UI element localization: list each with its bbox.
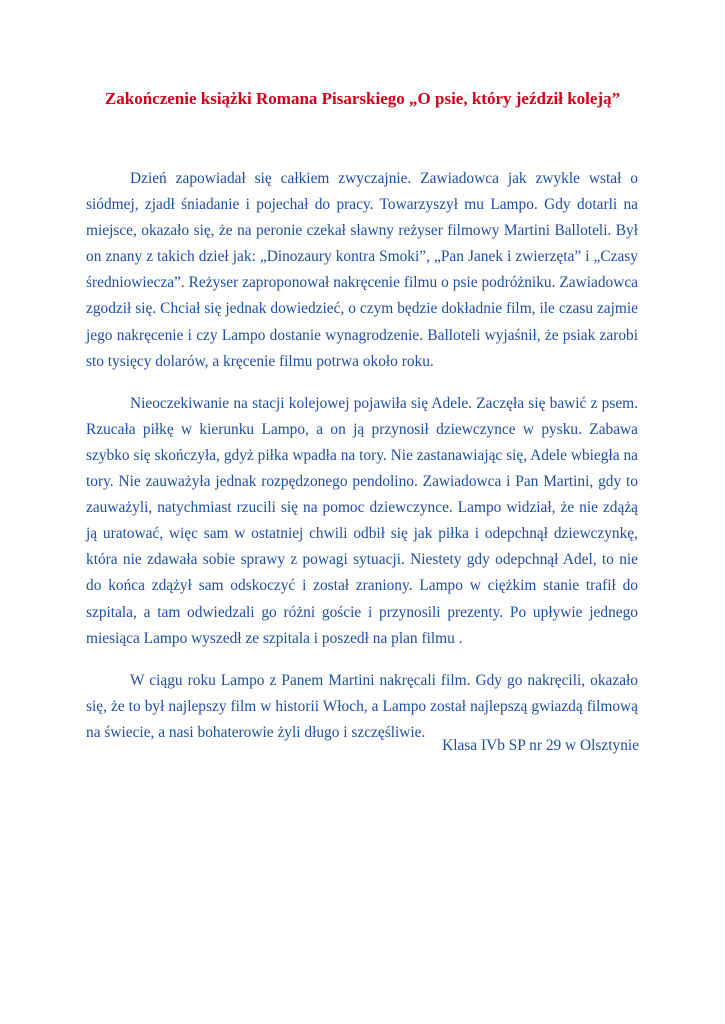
document-title: Zakończenie książki Romana Pisarskiego „O psie, który jeździł koleją”	[104, 89, 621, 108]
paragraph-1: Dzień zapowiadał się całkiem zwyczajnie. Zawiadowca jak zwykle wstał o siódmej, zjadł śniadanie i pojechał do pracy. Towarzyszył mu Lampo. Gdy dotarli na miejsce, okazało się, że na peronie czekał sławny reżyser filmowy Martini Balloteli. Był on znany z takich dzieł jak: „Dinozaury kontra Smoki”, „Pan Janek i zwierzęta” i „Czasy średniowiecza”. Reżyser zaproponował nakręcenie filmu o psie podróżniku. Zawiadowca zgodził się. Chciał się jednak dowiedzieć, o czym będzie dokładnie film, ile czasu zajmie jego nakręcenie i czy Lampo dostanie wynagrodzenie. Balloteli wyjaśnił, że psiak zarobi sto tysięcy dolarów, a kręcenie filmu potrwa około roku.	[86, 170, 638, 370]
document-body	[86, 166, 638, 762]
paragraph-2: Nieoczekiwanie na stacji kolejowej pojawiła się Adele. Zaczęła się bawić z psem. Rzucała piłkę w kierunku Lampo, a on ją przynosił dziewczynce w pysku. Zabawa szybko się skończyła, gdyż piłka wpadła na tory. Nie zastanawiając się, Adele wbiegła na tory. Nie zauważyła jednak rozpędzonego pendolino. Zawiadowca i Pan Martini, gdy to zauważyli, natychmiast rzucili się na pomoc dziewczynce. Lampo widział, że nie zdążą ją uratować, więc sam w ostatniej chwili odbił się jak piłka i odepchnął dziewczynkę, która nie zdawała sobie sprawy z powagi sytuacji. Niestety gdy odepchnął Adel, to nie do końca zdążył sam odskoczyć i został zraniony. Lampo w ciężkim stanie trafił do szpitala, a tam odwiedzali go różni goście i przynosili prezenty. Po upływie jednego miesiąca Lampo wyszedł ze szpitala i poszedł na plan filmu .	[86, 394, 638, 647]
paragraph-3: W ciągu roku Lampo z Panem Martini nakręcali film. Gdy go nakręcili, okazało się, że to był najlepszy film w historii Włoch, a Lampo został najlepszą gwiazdą filmową na świecie, a nasi bohaterowie żyli długo i szczęśliwie.	[86, 671, 638, 741]
signature: Klasa IVb SP nr 29 w Olsztynie	[442, 737, 639, 754]
